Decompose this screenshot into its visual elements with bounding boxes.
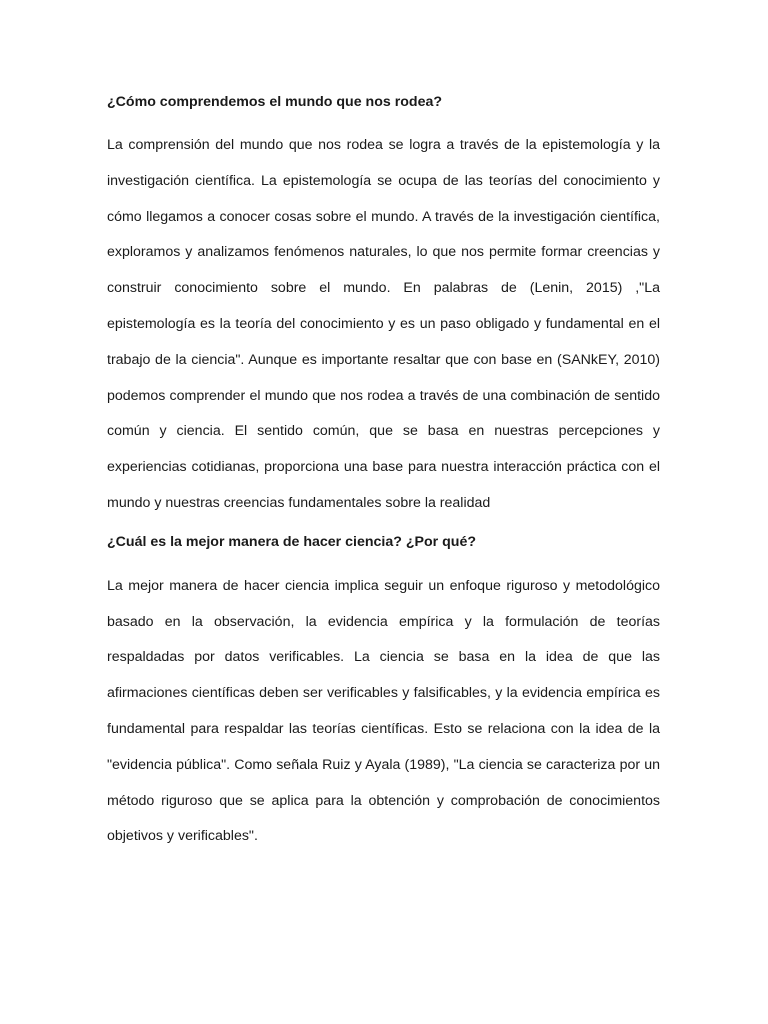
section-1-paragraph: La comprensión del mundo que nos rodea se logra a través de la epistemología y la investigación científica. La epistemología se ocupa de las teorías del conocimiento y cómo llegamos a conocer cosas sobre el mundo. A través de la investigación científica, exploramos y analizamos fenómenos naturales, lo que nos permite formar creencias y construir conocimiento sobre el mundo. En palabras de (Lenin, 2015) ,"La epistemología es la teoría del conocimiento y es un paso obligado y fundamental en el trabajo de la ciencia". Aunque es importante resaltar que con base en (SANkEY, 2010) podemos comprender el mundo que nos rodea a través de una combinación de sentido común y ciencia. El sentido común, que se basa en nuestras percepciones y experiencias cotidianas, proporciona una base para nuestra interacción práctica con el mundo y nuestras creencias fundamentales sobre la realidad (107, 137, 660, 511)
section-2-paragraph: La mejor manera de hacer ciencia implica seguir un enfoque riguroso y metodológico basado en la observación, la evidencia empírica y la formulación de teorías respaldadas por datos verificables. La ciencia se basa en la idea de que las afirmaciones científicas deben ser verificables y falsificables, y la evidencia empírica es fundamental para respaldar las teorías científicas. Esto se relaciona con la idea de la "evidencia pública". Como señala Ruiz y Ayala (1989), "La ciencia se caracteriza por un método riguroso que se aplica para la obtención y comprobación de conocimientos objetivos y verificables". (107, 577, 660, 845)
section-2-heading: ¿Cuál es la mejor manera de hacer ciencia? ¿Por qué? (107, 533, 477, 550)
section-1-heading: ¿Cómo comprendemos el mundo que nos rodea? (107, 94, 443, 110)
document-page (107, 90, 660, 855)
